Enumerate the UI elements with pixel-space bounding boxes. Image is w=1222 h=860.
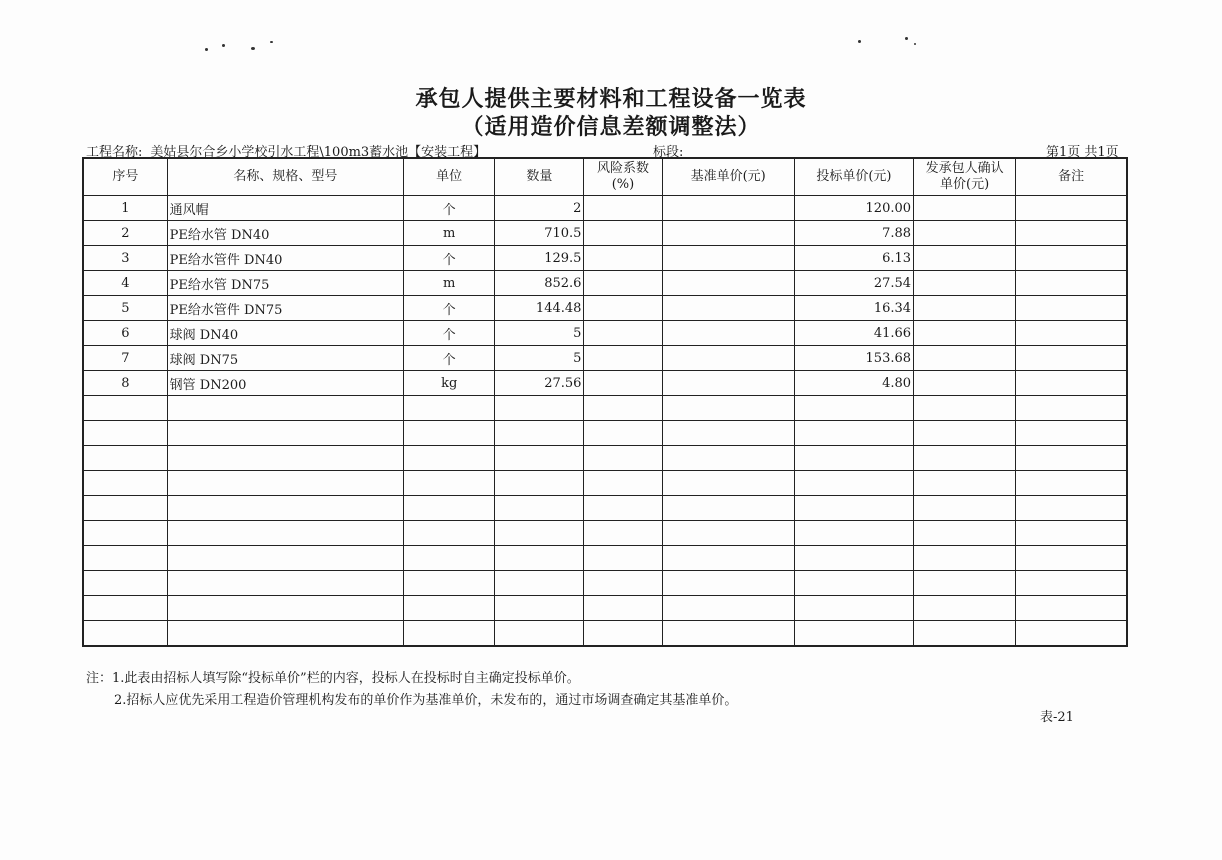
cell-qty: 129.5	[495, 246, 584, 271]
cell-confirm-price	[914, 296, 1016, 321]
scan-speck	[905, 37, 908, 40]
scan-speck	[205, 48, 208, 51]
cell-no: 3	[83, 246, 167, 271]
document-subtitle: （适用造价信息差额调整法）	[461, 114, 761, 140]
cell-confirm-price	[914, 446, 1016, 471]
cell-name: PE给水管件 DN40	[167, 246, 403, 271]
cell-unit: kg	[404, 371, 495, 396]
cell-unit: 个	[404, 296, 495, 321]
cell-bid-price: 16.34	[794, 296, 913, 321]
cell-qty: 144.48	[495, 296, 584, 321]
cell-qty: 2	[495, 196, 584, 221]
cell-base-price	[662, 596, 794, 621]
cell-remark	[1016, 271, 1127, 296]
table-row	[83, 496, 1127, 521]
cell-risk	[584, 271, 662, 296]
cell-no: 2	[83, 221, 167, 246]
cell-no	[83, 496, 167, 521]
cell-name: 球阀 DN40	[167, 321, 403, 346]
cell-remark	[1016, 296, 1127, 321]
cell-qty	[495, 546, 584, 571]
cell-name: PE给水管 DN40	[167, 221, 403, 246]
table-row	[83, 621, 1127, 647]
cell-confirm-price	[914, 371, 1016, 396]
table-row	[83, 196, 1127, 221]
cell-no	[83, 621, 167, 647]
cell-no	[83, 571, 167, 596]
cell-confirm-price	[914, 321, 1016, 346]
cell-risk	[584, 421, 662, 446]
cell-risk	[584, 546, 662, 571]
table-row	[83, 421, 1127, 446]
cell-risk	[584, 446, 662, 471]
cell-remark	[1016, 546, 1127, 571]
cell-base-price	[662, 371, 794, 396]
cell-no	[83, 521, 167, 546]
scan-speck	[858, 40, 861, 43]
cell-bid-price: 4.80	[794, 371, 913, 396]
cell-remark	[1016, 196, 1127, 221]
cell-remark	[1016, 346, 1127, 371]
header-remark: 备注	[1016, 158, 1127, 196]
cell-name	[167, 521, 403, 546]
table-row	[83, 221, 1127, 246]
cell-no: 8	[83, 371, 167, 396]
header-base-price: 基准单价(元)	[662, 158, 794, 196]
cell-confirm-price	[914, 621, 1016, 647]
cell-base-price	[662, 496, 794, 521]
project-name: 美姑县尔合乡小学校引水工程\100m3蓄水池【安装工程】	[150, 145, 487, 160]
cell-bid-price: 153.68	[794, 346, 913, 371]
document-title: 承包人提供主要材料和工程设备一览表	[415, 86, 807, 112]
cell-no	[83, 446, 167, 471]
cell-bid-price	[794, 596, 913, 621]
cell-risk	[584, 371, 662, 396]
cell-risk	[584, 496, 662, 521]
cell-remark	[1016, 246, 1127, 271]
cell-confirm-price	[914, 546, 1016, 571]
scan-speck	[222, 44, 225, 47]
cell-name	[167, 496, 403, 521]
cell-no: 5	[83, 296, 167, 321]
scan-speck	[914, 43, 916, 45]
cell-no	[83, 421, 167, 446]
cell-risk	[584, 296, 662, 321]
cell-bid-price	[794, 421, 913, 446]
table-row	[83, 321, 1127, 346]
cell-unit: m	[404, 221, 495, 246]
cell-base-price	[662, 221, 794, 246]
cell-qty	[495, 446, 584, 471]
cell-qty	[495, 621, 584, 647]
cell-qty: 710.5	[495, 221, 584, 246]
cell-name	[167, 471, 403, 496]
cell-bid-price: 7.88	[794, 221, 913, 246]
cell-risk	[584, 521, 662, 546]
note-line-1: 注：1.此表由招标人填写除“投标单价”栏的内容，投标人在投标时自主确定投标单价。	[86, 671, 580, 686]
cell-confirm-price	[914, 396, 1016, 421]
cell-unit	[404, 571, 495, 596]
cell-confirm-price	[914, 346, 1016, 371]
cell-unit	[404, 521, 495, 546]
table-row	[83, 371, 1127, 396]
cell-base-price	[662, 546, 794, 571]
cell-qty: 5	[495, 346, 584, 371]
cell-remark	[1016, 396, 1127, 421]
cell-name	[167, 571, 403, 596]
cell-name	[167, 546, 403, 571]
cell-risk	[584, 196, 662, 221]
cell-bid-price	[794, 496, 913, 521]
cell-no: 7	[83, 346, 167, 371]
cell-bid-price: 41.66	[794, 321, 913, 346]
cell-bid-price	[794, 396, 913, 421]
header-bid-price: 投标单价(元)	[794, 158, 913, 196]
cell-risk	[584, 471, 662, 496]
cell-unit: 个	[404, 346, 495, 371]
project-label: 工程名称:	[86, 145, 143, 160]
cell-no: 1	[83, 196, 167, 221]
section-label: 标段:	[653, 145, 684, 160]
cell-base-price	[662, 471, 794, 496]
cell-risk	[584, 596, 662, 621]
cell-qty	[495, 396, 584, 421]
form-number: 表-21	[1040, 710, 1074, 725]
header-unit: 单位	[404, 158, 495, 196]
cell-remark	[1016, 421, 1127, 446]
table-row	[83, 396, 1127, 421]
cell-name	[167, 421, 403, 446]
cell-base-price	[662, 346, 794, 371]
cell-base-price	[662, 321, 794, 346]
header-qty: 数量	[495, 158, 584, 196]
cell-bid-price: 120.00	[794, 196, 913, 221]
cell-confirm-price	[914, 471, 1016, 496]
cell-unit: 个	[404, 246, 495, 271]
cell-base-price	[662, 521, 794, 546]
materials-table	[82, 157, 1128, 647]
table-row	[83, 521, 1127, 546]
cell-remark	[1016, 521, 1127, 546]
table-row	[83, 271, 1127, 296]
cell-bid-price	[794, 471, 913, 496]
cell-remark	[1016, 621, 1127, 647]
cell-risk	[584, 221, 662, 246]
cell-risk	[584, 396, 662, 421]
header-risk: 风险系数 (%)	[584, 158, 662, 196]
cell-risk	[584, 346, 662, 371]
cell-confirm-price	[914, 521, 1016, 546]
cell-name: 钢管 DN200	[167, 371, 403, 396]
cell-remark	[1016, 221, 1127, 246]
cell-name: 通风帽	[167, 196, 403, 221]
cell-qty	[495, 521, 584, 546]
note-line-2: 2.招标人应优先采用工程造价管理机构发布的单价作为基准单价，未发布的，通过市场调查确定其基准单价。	[114, 693, 738, 708]
cell-qty	[495, 596, 584, 621]
cell-no	[83, 471, 167, 496]
cell-confirm-price	[914, 596, 1016, 621]
cell-no: 4	[83, 271, 167, 296]
cell-name: PE给水管 DN75	[167, 271, 403, 296]
cell-qty: 5	[495, 321, 584, 346]
cell-bid-price	[794, 571, 913, 596]
cell-confirm-price	[914, 221, 1016, 246]
header-no: 序号	[83, 158, 167, 196]
cell-unit: m	[404, 271, 495, 296]
cell-no	[83, 546, 167, 571]
header-confirm-price: 发承包人确认 单价(元)	[914, 158, 1016, 196]
cell-qty	[495, 571, 584, 596]
header-name: 名称、规格、型号	[167, 158, 403, 196]
table-row	[83, 296, 1127, 321]
notes	[86, 668, 737, 712]
cell-unit: 个	[404, 321, 495, 346]
cell-unit	[404, 596, 495, 621]
cell-qty: 27.56	[495, 371, 584, 396]
cell-name	[167, 596, 403, 621]
cell-qty	[495, 496, 584, 521]
cell-confirm-price	[914, 271, 1016, 296]
cell-base-price	[662, 396, 794, 421]
cell-remark	[1016, 496, 1127, 521]
cell-unit	[404, 471, 495, 496]
cell-confirm-price	[914, 496, 1016, 521]
cell-base-price	[662, 246, 794, 271]
cell-bid-price	[794, 521, 913, 546]
cell-unit	[404, 446, 495, 471]
table-row	[83, 346, 1127, 371]
cell-remark	[1016, 446, 1127, 471]
table-header-row	[83, 158, 1127, 196]
cell-bid-price: 27.54	[794, 271, 913, 296]
page-indicator: 第1页 共1页	[1046, 145, 1119, 160]
cell-base-price	[662, 571, 794, 596]
cell-base-price	[662, 621, 794, 647]
cell-base-price	[662, 196, 794, 221]
cell-no	[83, 396, 167, 421]
cell-risk	[584, 571, 662, 596]
cell-confirm-price	[914, 571, 1016, 596]
cell-base-price	[662, 296, 794, 321]
cell-unit	[404, 546, 495, 571]
cell-confirm-price	[914, 196, 1016, 221]
cell-no: 6	[83, 321, 167, 346]
cell-unit: 个	[404, 196, 495, 221]
cell-base-price	[662, 421, 794, 446]
cell-remark	[1016, 571, 1127, 596]
cell-name	[167, 621, 403, 647]
cell-qty	[495, 421, 584, 446]
cell-remark	[1016, 321, 1127, 346]
cell-qty	[495, 471, 584, 496]
cell-unit	[404, 621, 495, 647]
cell-risk	[584, 621, 662, 647]
cell-unit	[404, 421, 495, 446]
cell-risk	[584, 321, 662, 346]
cell-name: PE给水管件 DN75	[167, 296, 403, 321]
cell-bid-price	[794, 546, 913, 571]
cell-bid-price	[794, 621, 913, 647]
table-row	[83, 596, 1127, 621]
cell-risk	[584, 246, 662, 271]
cell-bid-price	[794, 446, 913, 471]
cell-bid-price: 6.13	[794, 246, 913, 271]
cell-remark	[1016, 471, 1127, 496]
cell-name	[167, 396, 403, 421]
table-row	[83, 546, 1127, 571]
scan-speck	[251, 47, 255, 50]
cell-remark	[1016, 371, 1127, 396]
cell-no	[83, 596, 167, 621]
table-row	[83, 246, 1127, 271]
cell-confirm-price	[914, 421, 1016, 446]
cell-name	[167, 446, 403, 471]
table-row	[83, 571, 1127, 596]
cell-qty: 852.6	[495, 271, 584, 296]
table-row	[83, 471, 1127, 496]
cell-remark	[1016, 596, 1127, 621]
cell-base-price	[662, 271, 794, 296]
cell-confirm-price	[914, 246, 1016, 271]
cell-unit	[404, 396, 495, 421]
scan-speck	[270, 41, 273, 43]
cell-unit	[404, 496, 495, 521]
table-body	[83, 196, 1127, 647]
cell-base-price	[662, 446, 794, 471]
cell-name: 球阀 DN75	[167, 346, 403, 371]
table-row	[83, 446, 1127, 471]
